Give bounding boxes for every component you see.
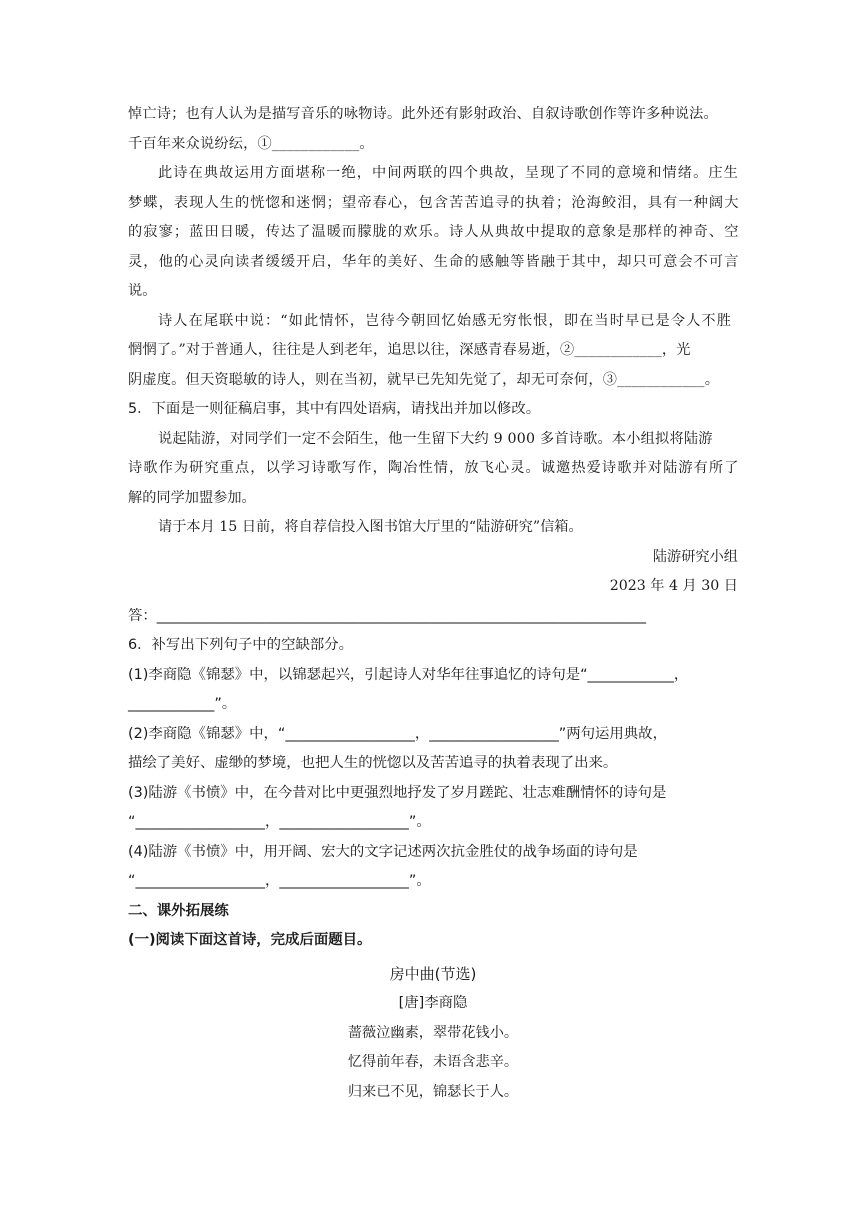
text-line: 此诗在典故运用方面堪称一绝，中间两联的四个典故，呈现了不同的意境和情绪。庄生	[158, 165, 739, 181]
document-page	[128, 100, 738, 1107]
question-6-4-cont: “__________________，__________________”。	[128, 873, 431, 889]
poem-title: 房中曲(节选)	[389, 964, 477, 983]
text-line: 请于本月 15 日前，将自荐信投入图书馆大厅里的“陆游研究”信箱。	[158, 519, 583, 535]
question-6-2: (2)李商隐《锦瑟》中，“__________________，__________________”两句运用典故，	[128, 725, 667, 742]
poem-verse: 忆得前年春，未语含悲辛。	[347, 1054, 519, 1070]
question-6-prompt: 6．补写出下列句子中的空缺部分。	[128, 637, 354, 653]
text-line: 诗人在尾联中说：“如此情怀，岂待今朝回忆始感无穷怅恨，即在当时早已是令人不胜	[158, 312, 732, 329]
question-6-4: (4)陆游《书愤》中，用开阔、宏大的文字记述两次抗金胜仗的战争场面的诗句是	[128, 843, 638, 860]
text-line: 说。	[128, 283, 157, 299]
text-line: 的寂寥；蓝田日暖，传达了温暖而朦胧的欢乐。诗人从典故中提取的意象是那样的神奇、空	[128, 224, 740, 240]
text-line: 诗歌作为研究重点，以学习诗歌写作，陶冶性情，放飞心灵。诚邀热爱诗歌并对陆游有所了	[128, 460, 740, 476]
poem-verse: 蔷薇泣幽素，翠带花钱小。	[347, 1024, 519, 1041]
signature-group: 陆游研究小组	[652, 548, 738, 565]
poem-verse: 归来已不见，锦瑟长于人。	[347, 1083, 519, 1100]
text-line: 悼亡诗；也有人认为是描写音乐的咏物诗。此外还有影射政治、自叙诗歌创作等许多种说法。	[128, 106, 718, 122]
question-6-3: (3)陆游《书愤》中，在今昔对比中更强烈地抒发了岁月蹉跎、壮志难酬情怀的诗句是	[128, 784, 667, 801]
answer-line: 答：____________________________________________________________________	[128, 607, 647, 624]
text-line: 解的同学加盟参加。	[128, 489, 256, 506]
section-heading: 二、课外拓展练	[128, 902, 229, 919]
text-line: 梦蝶，表现人生的恍惚和迷惘；望帝春心，包含苦苦追寻的执着；沧海鲛泪，具有一种阔大	[128, 194, 740, 211]
question-6-3-cont: “__________________，__________________”。	[128, 814, 431, 830]
question-6-1: (1)李商隐《锦瑟》中，以锦瑟起兴，引起诗人对华年往事追忆的诗句是“____________，	[128, 666, 689, 683]
poem-author: [唐]李商隐	[398, 995, 468, 1011]
text-line: 灵，他的心灵向读者缓缓开启，华年的美好、生命的感触等皆融于其中，却只可意会不可言	[128, 253, 740, 270]
text-line: 千百年来众说纷纭，①____________。	[128, 135, 374, 152]
question-6-1-cont: ____________”。	[128, 696, 237, 712]
text-line: 说起陆游，对同学们一定不会陌生，他一生留下大约 9 000 多首诗歌。本小组拟将陆游	[158, 430, 713, 447]
question-5-prompt: 5．下面是一则征稿启事，其中有四处语病，请找出并加以修改。	[128, 401, 541, 417]
subsection-heading: (一)阅读下面这首诗，完成后面题目。	[128, 932, 372, 948]
signature-date: 2023 年 4 月 30 日	[609, 578, 738, 594]
text-line: 惘惘了。”对于普通人，往往是人到老年，追思以往，深感青春易逝，②____________，光	[128, 342, 691, 358]
question-6-2-cont: 描绘了美好、虚缈的梦境，也把人生的恍惚以及苦苦追寻的执着表现了出来。	[128, 755, 618, 771]
text-line: 阴虚度。但天资聪敏的诗人，则在当初，就早已先知先觉了，却无可奈何，③____________。	[128, 371, 720, 388]
